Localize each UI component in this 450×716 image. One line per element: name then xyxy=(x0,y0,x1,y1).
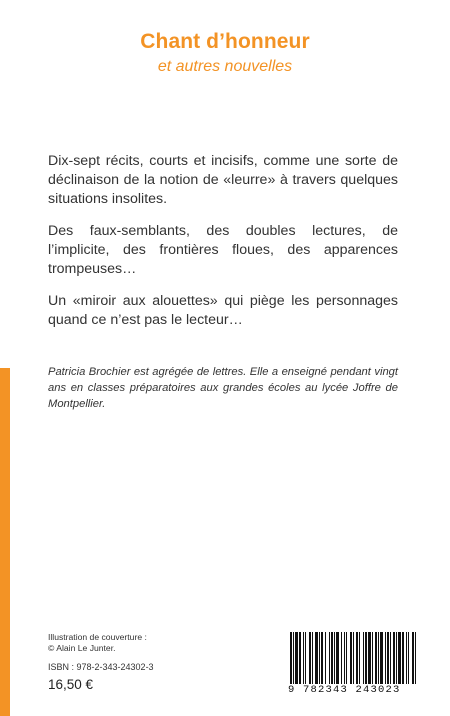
barcode-bar xyxy=(350,632,352,684)
barcode-bar xyxy=(396,632,397,684)
barcode-bar xyxy=(305,632,306,684)
barcode-bar xyxy=(398,632,401,684)
price: 16,50 € xyxy=(48,677,94,692)
author-bio-text: est agrégée de lettres. Elle a enseigné pendant vingt ans en classes préparatoires aux grandes écoles au lycée Joffre de Montpellier. xyxy=(48,366,398,410)
book-title: Chant d’honneur xyxy=(140,30,310,53)
barcode-bar xyxy=(380,632,383,684)
barcode-bar xyxy=(346,632,347,684)
book-subtitle: et autres nouvelles xyxy=(157,58,293,75)
barcode-bar xyxy=(378,632,379,684)
barcode-bar xyxy=(321,632,323,684)
barcode-bar xyxy=(315,632,318,684)
barcode-digits: 9 782343 243023 xyxy=(288,684,401,696)
barcode-bar xyxy=(375,632,377,684)
blurb-paragraph: Dix-sept récits, courts et incisifs, comme une sorte de déclinaison de la notion de «leurre» à travers quelques situations insolites. xyxy=(48,153,398,207)
author-bio xyxy=(48,364,398,412)
barcode-bar xyxy=(336,632,339,684)
barcode-bar xyxy=(368,632,371,684)
barcode-bar xyxy=(385,632,386,684)
blurb-paragraph: Des faux-semblants, des doubles lectures, de l’implicite, des frontières floues, des apparences trompeuses… xyxy=(48,223,398,277)
barcode-bar xyxy=(325,632,326,684)
barcode-bar xyxy=(344,632,345,684)
barcode-bar xyxy=(390,632,391,684)
barcode-bar xyxy=(353,632,354,684)
barcode-bar xyxy=(408,632,409,684)
credits-line: © Alain Le Junter. xyxy=(48,643,116,653)
barcode-bar xyxy=(293,632,294,684)
barcode-bar xyxy=(331,632,333,684)
barcode-bar xyxy=(356,632,358,684)
barcode-bar xyxy=(295,632,298,684)
barcode-bar xyxy=(319,632,320,684)
barcode-bar xyxy=(303,632,304,684)
back-cover-blurb xyxy=(48,152,398,343)
barcode-bar xyxy=(387,632,389,684)
barcode-bar xyxy=(290,632,292,684)
barcode-bar xyxy=(372,632,373,684)
blurb-paragraph: Un «miroir aux alouettes» qui piège les personnages quand ce n’est pas le lecteur… xyxy=(48,293,398,328)
cover-credits xyxy=(48,632,147,654)
barcode-bar xyxy=(299,632,301,684)
barcode-bar xyxy=(334,632,335,684)
barcode-bar xyxy=(341,632,342,684)
barcode-bar xyxy=(412,632,414,684)
barcode-bar xyxy=(329,632,330,684)
credits-line: Illustration de couverture : xyxy=(48,632,147,642)
barcode xyxy=(290,632,418,684)
barcode-bar xyxy=(402,632,404,684)
barcode-bar xyxy=(393,632,395,684)
barcode-bar xyxy=(415,632,416,684)
barcode-bar xyxy=(406,632,407,684)
barcode-graphic xyxy=(290,632,418,684)
barcode-bar xyxy=(359,632,360,684)
author-name: Patricia Brochier xyxy=(48,366,131,378)
barcode-bar xyxy=(312,632,313,684)
accent-bar xyxy=(0,368,10,716)
isbn: ISBN : 978-2-343-24302-3 xyxy=(48,662,154,672)
barcode-bar xyxy=(309,632,311,684)
barcode-bar xyxy=(365,632,367,684)
barcode-bar xyxy=(363,632,364,684)
